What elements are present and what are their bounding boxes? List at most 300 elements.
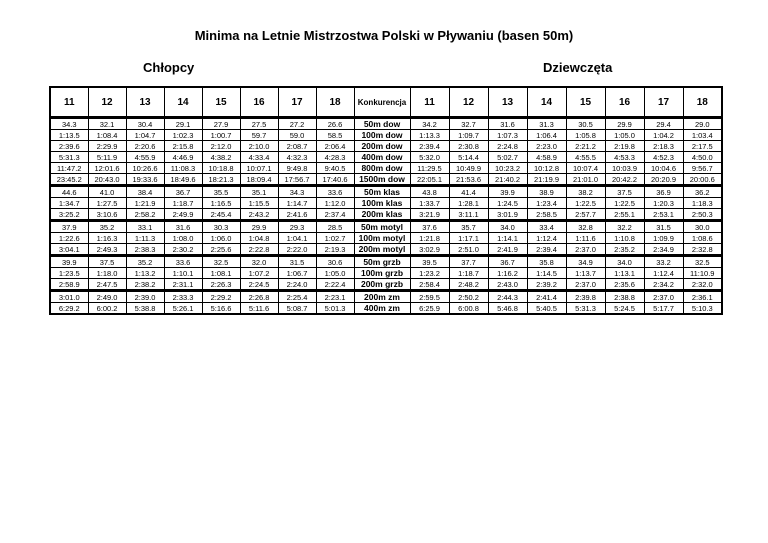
table-row	[50, 244, 722, 256]
boys-group-label: Chłopcy	[143, 60, 195, 75]
age-header-boys: 12	[88, 87, 126, 118]
girls-minimum-cell: 2:51.0	[449, 244, 488, 256]
girls-minimum-cell: 1:11.6	[566, 233, 605, 244]
boys-minimum-cell: 1:16.3	[88, 233, 126, 244]
girls-minimum-cell: 5:24.5	[605, 303, 644, 315]
girls-minimum-cell: 5:17.7	[644, 303, 683, 315]
girls-minimum-cell: 21:40.2	[488, 174, 527, 186]
age-header-boys: 16	[240, 87, 278, 118]
boys-minimum-cell: 6:29.2	[50, 303, 88, 315]
boys-minimum-cell: 5:11.9	[88, 152, 126, 163]
girls-minimum-cell: 2:37.0	[644, 291, 683, 303]
girls-minimum-cell: 1:16.2	[488, 268, 527, 279]
boys-minimum-cell: 4:28.3	[316, 152, 354, 163]
boys-minimum-cell: 5:01.3	[316, 303, 354, 315]
boys-minimum-cell: 11:47.2	[50, 163, 88, 174]
boys-minimum-cell: 30.6	[316, 256, 354, 268]
table-row	[50, 221, 722, 233]
table-row	[50, 163, 722, 174]
table-row	[50, 141, 722, 152]
girls-minimum-cell: 4:58.9	[527, 152, 566, 163]
boys-minimum-cell: 2:30.2	[164, 244, 202, 256]
boys-minimum-cell: 29.9	[240, 221, 278, 233]
girls-minimum-cell: 4:50.0	[683, 152, 722, 163]
girls-minimum-cell: 2:24.8	[488, 141, 527, 152]
table-row	[50, 198, 722, 209]
boys-minimum-cell: 1:13.5	[50, 130, 88, 141]
girls-minimum-cell: 2:39.4	[527, 244, 566, 256]
age-header-boys: 14	[164, 87, 202, 118]
girls-minimum-cell: 1:23.2	[410, 268, 449, 279]
header-row	[50, 87, 722, 118]
girls-minimum-cell: 5:31.3	[566, 303, 605, 315]
boys-minimum-cell: 1:12.0	[316, 198, 354, 209]
boys-minimum-cell: 3:25.2	[50, 209, 88, 221]
table-row	[50, 279, 722, 291]
age-header-girls: 13	[488, 87, 527, 118]
boys-minimum-cell: 2:29.2	[202, 291, 240, 303]
boys-minimum-cell: 35.2	[126, 256, 164, 268]
boys-minimum-cell: 6:00.2	[88, 303, 126, 315]
boys-minimum-cell: 5:08.7	[278, 303, 316, 315]
age-header-girls: 17	[644, 87, 683, 118]
girls-minimum-cell: 1:22.5	[566, 198, 605, 209]
boys-minimum-cell: 28.5	[316, 221, 354, 233]
girls-minimum-cell: 34.2	[410, 118, 449, 130]
event-cell: 200m grzb	[354, 279, 410, 291]
boys-minimum-cell: 2:39.6	[50, 141, 88, 152]
boys-minimum-cell: 31.5	[278, 256, 316, 268]
girls-minimum-cell: 20:20.9	[644, 174, 683, 186]
boys-minimum-cell: 2:22.0	[278, 244, 316, 256]
boys-minimum-cell: 10:07.1	[240, 163, 278, 174]
girls-minimum-cell: 2:35.6	[605, 279, 644, 291]
boys-minimum-cell: 27.2	[278, 118, 316, 130]
boys-minimum-cell: 1:10.1	[164, 268, 202, 279]
girls-minimum-cell: 10:49.9	[449, 163, 488, 174]
girls-minimum-cell: 5:32.0	[410, 152, 449, 163]
boys-minimum-cell: 2:22.8	[240, 244, 278, 256]
girls-minimum-cell: 31.5	[644, 221, 683, 233]
boys-minimum-cell: 32.0	[240, 256, 278, 268]
boys-minimum-cell: 35.1	[240, 186, 278, 198]
event-cell: 200m zm	[354, 291, 410, 303]
boys-minimum-cell: 2:43.2	[240, 209, 278, 221]
girls-minimum-cell: 2:48.2	[449, 279, 488, 291]
girls-minimum-cell: 1:12.4	[644, 268, 683, 279]
girls-minimum-cell: 37.6	[410, 221, 449, 233]
boys-minimum-cell: 1:08.0	[164, 233, 202, 244]
boys-minimum-cell: 3:10.6	[88, 209, 126, 221]
girls-minimum-cell: 1:05.8	[566, 130, 605, 141]
girls-minimum-cell: 1:13.1	[605, 268, 644, 279]
girls-minimum-cell: 2:18.3	[644, 141, 683, 152]
table-row	[50, 291, 722, 303]
girls-minimum-cell: 2:37.0	[566, 279, 605, 291]
boys-minimum-cell: 2:26.8	[240, 291, 278, 303]
girls-minimum-cell: 1:24.5	[488, 198, 527, 209]
boys-minimum-cell: 37.9	[50, 221, 88, 233]
boys-minimum-cell: 32.1	[88, 118, 126, 130]
boys-minimum-cell: 33.6	[164, 256, 202, 268]
girls-minimum-cell: 29.4	[644, 118, 683, 130]
girls-minimum-cell: 2:39.2	[527, 279, 566, 291]
girls-minimum-cell: 2:41.9	[488, 244, 527, 256]
girls-minimum-cell: 37.7	[449, 256, 488, 268]
age-header-girls: 16	[605, 87, 644, 118]
girls-minimum-cell: 11:29.5	[410, 163, 449, 174]
girls-minimum-cell: 43.8	[410, 186, 449, 198]
boys-minimum-cell: 38.4	[126, 186, 164, 198]
event-cell: 400m zm	[354, 303, 410, 315]
boys-minimum-cell: 29.3	[278, 221, 316, 233]
age-header-boys: 17	[278, 87, 316, 118]
girls-minimum-cell: 2:57.7	[566, 209, 605, 221]
boys-minimum-cell: 37.5	[88, 256, 126, 268]
boys-minimum-cell: 32.5	[202, 256, 240, 268]
girls-minimum-cell: 1:28.1	[449, 198, 488, 209]
boys-minimum-cell: 1:06.0	[202, 233, 240, 244]
girls-minimum-cell: 1:03.4	[683, 130, 722, 141]
boys-minimum-cell: 2:19.3	[316, 244, 354, 256]
boys-minimum-cell: 30.4	[126, 118, 164, 130]
girls-minimum-cell: 2:43.0	[488, 279, 527, 291]
boys-minimum-cell: 2:49.9	[164, 209, 202, 221]
girls-minimum-cell: 1:14.1	[488, 233, 527, 244]
girls-minimum-cell: 4:55.5	[566, 152, 605, 163]
girls-minimum-cell: 2:59.5	[410, 291, 449, 303]
age-header-boys: 13	[126, 87, 164, 118]
boys-minimum-cell: 1:02.7	[316, 233, 354, 244]
boys-minimum-cell: 17:40.6	[316, 174, 354, 186]
girls-minimum-cell: 1:04.2	[644, 130, 683, 141]
girls-minimum-cell: 36.7	[488, 256, 527, 268]
boys-minimum-cell: 1:05.0	[316, 268, 354, 279]
girls-minimum-cell: 37.5	[605, 186, 644, 198]
girls-minimum-cell: 3:02.9	[410, 244, 449, 256]
boys-minimum-cell: 36.7	[164, 186, 202, 198]
boys-minimum-cell: 2:45.4	[202, 209, 240, 221]
girls-minimum-cell: 2:23.0	[527, 141, 566, 152]
girls-minimum-cell: 10:07.4	[566, 163, 605, 174]
girls-minimum-cell: 38.2	[566, 186, 605, 198]
boys-minimum-cell: 4:33.4	[240, 152, 278, 163]
girls-minimum-cell: 2:36.1	[683, 291, 722, 303]
girls-minimum-cell: 31.3	[527, 118, 566, 130]
girls-minimum-cell: 32.2	[605, 221, 644, 233]
boys-minimum-cell: 18:21.3	[202, 174, 240, 186]
boys-minimum-cell: 2:06.4	[316, 141, 354, 152]
table-row	[50, 268, 722, 279]
girls-minimum-cell: 1:09.9	[644, 233, 683, 244]
girls-minimum-cell: 1:12.4	[527, 233, 566, 244]
boys-minimum-cell: 5:38.8	[126, 303, 164, 315]
table-row	[50, 130, 722, 141]
boys-minimum-cell: 1:18.7	[164, 198, 202, 209]
boys-minimum-cell: 31.6	[164, 221, 202, 233]
event-cell: 1500m dow	[354, 174, 410, 186]
girls-minimum-cell: 11:10.9	[683, 268, 722, 279]
event-cell: 800m dow	[354, 163, 410, 174]
girls-minimum-cell: 2:19.8	[605, 141, 644, 152]
table-row	[50, 209, 722, 221]
boys-minimum-cell: 4:38.2	[202, 152, 240, 163]
girls-minimum-cell: 2:30.8	[449, 141, 488, 152]
girls-minimum-cell: 1:20.3	[644, 198, 683, 209]
girls-minimum-cell: 21:19.9	[527, 174, 566, 186]
event-cell: 200m dow	[354, 141, 410, 152]
girls-minimum-cell: 29.9	[605, 118, 644, 130]
girls-minimum-cell: 32.5	[683, 256, 722, 268]
girls-minimum-cell: 34.0	[605, 256, 644, 268]
girls-minimum-cell: 6:25.9	[410, 303, 449, 315]
boys-minimum-cell: 1:11.3	[126, 233, 164, 244]
girls-minimum-cell: 5:14.4	[449, 152, 488, 163]
girls-minimum-cell: 2:38.8	[605, 291, 644, 303]
boys-minimum-cell: 1:08.1	[202, 268, 240, 279]
boys-minimum-cell: 2:22.4	[316, 279, 354, 291]
girls-minimum-cell: 1:13.7	[566, 268, 605, 279]
boys-minimum-cell: 59.0	[278, 130, 316, 141]
girls-minimum-cell: 10:23.2	[488, 163, 527, 174]
table-row	[50, 256, 722, 268]
girls-minimum-cell: 6:00.8	[449, 303, 488, 315]
boys-minimum-cell: 39.9	[50, 256, 88, 268]
girls-minimum-cell: 2:58.5	[527, 209, 566, 221]
boys-minimum-cell: 33.1	[126, 221, 164, 233]
girls-minimum-cell: 1:06.4	[527, 130, 566, 141]
event-cell: 200m klas	[354, 209, 410, 221]
boys-minimum-cell: 2:23.1	[316, 291, 354, 303]
table-row	[50, 174, 722, 186]
event-cell: 50m grzb	[354, 256, 410, 268]
girls-minimum-cell: 2:44.3	[488, 291, 527, 303]
boys-minimum-cell: 1:16.5	[202, 198, 240, 209]
girls-minimum-cell: 2:55.1	[605, 209, 644, 221]
boys-minimum-cell: 2:47.5	[88, 279, 126, 291]
event-cell: 400m dow	[354, 152, 410, 163]
girls-minimum-cell: 10:03.9	[605, 163, 644, 174]
girls-minimum-cell: 30.0	[683, 221, 722, 233]
girls-minimum-cell: 2:21.2	[566, 141, 605, 152]
girls-minimum-cell: 1:18.7	[449, 268, 488, 279]
girls-minimum-cell: 1:23.4	[527, 198, 566, 209]
girls-minimum-cell: 36.2	[683, 186, 722, 198]
girls-minimum-cell: 31.6	[488, 118, 527, 130]
boys-minimum-cell: 2:25.4	[278, 291, 316, 303]
girls-minimum-cell: 20:42.2	[605, 174, 644, 186]
girls-minimum-cell: 33.2	[644, 256, 683, 268]
boys-minimum-cell: 2:24.5	[240, 279, 278, 291]
boys-minimum-cell: 1:07.2	[240, 268, 278, 279]
girls-minimum-cell: 3:01.9	[488, 209, 527, 221]
boys-minimum-cell: 2:29.9	[88, 141, 126, 152]
boys-minimum-cell: 3:01.0	[50, 291, 88, 303]
boys-minimum-cell: 4:55.9	[126, 152, 164, 163]
girls-minimum-cell: 30.5	[566, 118, 605, 130]
boys-minimum-cell: 1:18.0	[88, 268, 126, 279]
girls-minimum-cell: 2:34.2	[644, 279, 683, 291]
girls-minimum-cell: 36.9	[644, 186, 683, 198]
boys-minimum-cell: 4:46.9	[164, 152, 202, 163]
girls-minimum-cell: 4:53.3	[605, 152, 644, 163]
girls-minimum-cell: 10:12.8	[527, 163, 566, 174]
girls-minimum-cell: 3:11.1	[449, 209, 488, 221]
age-header-boys: 11	[50, 87, 88, 118]
boys-minimum-cell: 59.7	[240, 130, 278, 141]
boys-minimum-cell: 33.6	[316, 186, 354, 198]
event-cell: 100m klas	[354, 198, 410, 209]
girls-minimum-cell: 5:10.3	[683, 303, 722, 315]
boys-minimum-cell: 29.1	[164, 118, 202, 130]
girls-minimum-cell: 1:22.5	[605, 198, 644, 209]
boys-minimum-cell: 2:49.3	[88, 244, 126, 256]
boys-minimum-cell: 1:15.5	[240, 198, 278, 209]
boys-minimum-cell: 5:16.6	[202, 303, 240, 315]
event-cell: 100m motyl	[354, 233, 410, 244]
girls-minimum-cell: 1:10.8	[605, 233, 644, 244]
boys-minimum-cell: 58.5	[316, 130, 354, 141]
girls-minimum-cell: 3:21.9	[410, 209, 449, 221]
girls-minimum-cell: 1:18.3	[683, 198, 722, 209]
girls-minimum-cell: 2:34.9	[644, 244, 683, 256]
event-cell: 50m dow	[354, 118, 410, 130]
boys-minimum-cell: 2:31.1	[164, 279, 202, 291]
girls-minimum-cell: 34.9	[566, 256, 605, 268]
girls-minimum-cell: 2:50.2	[449, 291, 488, 303]
girls-minimum-cell: 2:17.5	[683, 141, 722, 152]
table-body	[50, 118, 722, 315]
age-header-girls: 12	[449, 87, 488, 118]
girls-minimum-cell: 2:39.4	[410, 141, 449, 152]
girls-minimum-cell: 4:52.3	[644, 152, 683, 163]
event-cell: 200m motyl	[354, 244, 410, 256]
boys-minimum-cell: 18:09.4	[240, 174, 278, 186]
girls-minimum-cell: 1:21.8	[410, 233, 449, 244]
boys-minimum-cell: 10:18.8	[202, 163, 240, 174]
boys-minimum-cell: 2:58.2	[126, 209, 164, 221]
event-cell: 50m klas	[354, 186, 410, 198]
girls-minimum-cell: 32.7	[449, 118, 488, 130]
boys-minimum-cell: 2:26.3	[202, 279, 240, 291]
boys-minimum-cell: 2:33.3	[164, 291, 202, 303]
girls-minimum-cell: 2:39.8	[566, 291, 605, 303]
table-row	[50, 233, 722, 244]
table-row	[50, 118, 722, 130]
girls-group-label: Dziewczęta	[543, 60, 613, 75]
boys-minimum-cell: 1:04.8	[240, 233, 278, 244]
table-row	[50, 303, 722, 315]
boys-minimum-cell: 11:08.3	[164, 163, 202, 174]
age-header-boys: 18	[316, 87, 354, 118]
boys-minimum-cell: 3:04.1	[50, 244, 88, 256]
boys-minimum-cell: 5:11.6	[240, 303, 278, 315]
girls-minimum-cell: 10:04.6	[644, 163, 683, 174]
girls-minimum-cell: 35.7	[449, 221, 488, 233]
girls-minimum-cell: 2:41.4	[527, 291, 566, 303]
boys-minimum-cell: 5:31.3	[50, 152, 88, 163]
girls-minimum-cell: 39.5	[410, 256, 449, 268]
boys-minimum-cell: 2:37.4	[316, 209, 354, 221]
girls-minimum-cell: 1:13.3	[410, 130, 449, 141]
boys-minimum-cell: 1:34.7	[50, 198, 88, 209]
boys-minimum-cell: 2:38.2	[126, 279, 164, 291]
age-header-girls: 18	[683, 87, 722, 118]
age-header-girls: 14	[527, 87, 566, 118]
event-header: Konkurencja	[354, 87, 410, 118]
boys-minimum-cell: 2:12.0	[202, 141, 240, 152]
girls-minimum-cell: 35.8	[527, 256, 566, 268]
girls-minimum-cell: 2:32.8	[683, 244, 722, 256]
table-row	[50, 152, 722, 163]
boys-minimum-cell: 1:08.4	[88, 130, 126, 141]
boys-minimum-cell: 34.3	[50, 118, 88, 130]
girls-minimum-cell: 2:35.2	[605, 244, 644, 256]
girls-minimum-cell: 1:05.0	[605, 130, 644, 141]
boys-minimum-cell: 44.6	[50, 186, 88, 198]
boys-minimum-cell: 1:04.7	[126, 130, 164, 141]
girls-minimum-cell: 41.4	[449, 186, 488, 198]
boys-minimum-cell: 27.9	[202, 118, 240, 130]
boys-minimum-cell: 1:04.1	[278, 233, 316, 244]
girls-minimum-cell: 2:37.0	[566, 244, 605, 256]
girls-minimum-cell: 1:07.3	[488, 130, 527, 141]
boys-minimum-cell: 1:00.7	[202, 130, 240, 141]
boys-minimum-cell: 1:23.5	[50, 268, 88, 279]
girls-minimum-cell: 2:32.0	[683, 279, 722, 291]
boys-minimum-cell: 2:41.6	[278, 209, 316, 221]
boys-minimum-cell: 1:14.7	[278, 198, 316, 209]
girls-minimum-cell: 5:40.5	[527, 303, 566, 315]
girls-minimum-cell: 9:56.7	[683, 163, 722, 174]
boys-minimum-cell: 2:15.8	[164, 141, 202, 152]
girls-minimum-cell: 29.0	[683, 118, 722, 130]
girls-minimum-cell: 38.9	[527, 186, 566, 198]
boys-minimum-cell: 4:32.3	[278, 152, 316, 163]
girls-minimum-cell: 34.0	[488, 221, 527, 233]
girls-minimum-cell: 1:14.5	[527, 268, 566, 279]
boys-minimum-cell: 30.3	[202, 221, 240, 233]
girls-minimum-cell: 2:58.4	[410, 279, 449, 291]
page-title: Minima na Letnie Mistrzostwa Polski w Pływaniu (basen 50m)	[194, 28, 574, 43]
boys-minimum-cell: 34.3	[278, 186, 316, 198]
girls-minimum-cell: 32.8	[566, 221, 605, 233]
age-header-girls: 11	[410, 87, 449, 118]
girls-minimum-cell: 2:53.1	[644, 209, 683, 221]
boys-minimum-cell: 1:13.2	[126, 268, 164, 279]
girls-minimum-cell: 33.4	[527, 221, 566, 233]
boys-minimum-cell: 35.2	[88, 221, 126, 233]
girls-minimum-cell: 2:50.3	[683, 209, 722, 221]
boys-minimum-cell: 27.5	[240, 118, 278, 130]
girls-minimum-cell: 5:02.7	[488, 152, 527, 163]
table-row	[50, 186, 722, 198]
girls-minimum-cell: 20:00.6	[683, 174, 722, 186]
boys-minimum-cell: 5:26.1	[164, 303, 202, 315]
boys-minimum-cell: 2:25.6	[202, 244, 240, 256]
boys-minimum-cell: 2:49.0	[88, 291, 126, 303]
age-header-boys: 15	[202, 87, 240, 118]
boys-minimum-cell: 2:08.7	[278, 141, 316, 152]
minima-table	[49, 86, 723, 315]
boys-minimum-cell: 12:01.6	[88, 163, 126, 174]
boys-minimum-cell: 1:21.9	[126, 198, 164, 209]
boys-minimum-cell: 2:39.0	[126, 291, 164, 303]
boys-minimum-cell: 9:49.8	[278, 163, 316, 174]
boys-minimum-cell: 2:20.6	[126, 141, 164, 152]
girls-minimum-cell: 21:01.0	[566, 174, 605, 186]
boys-minimum-cell: 35.5	[202, 186, 240, 198]
